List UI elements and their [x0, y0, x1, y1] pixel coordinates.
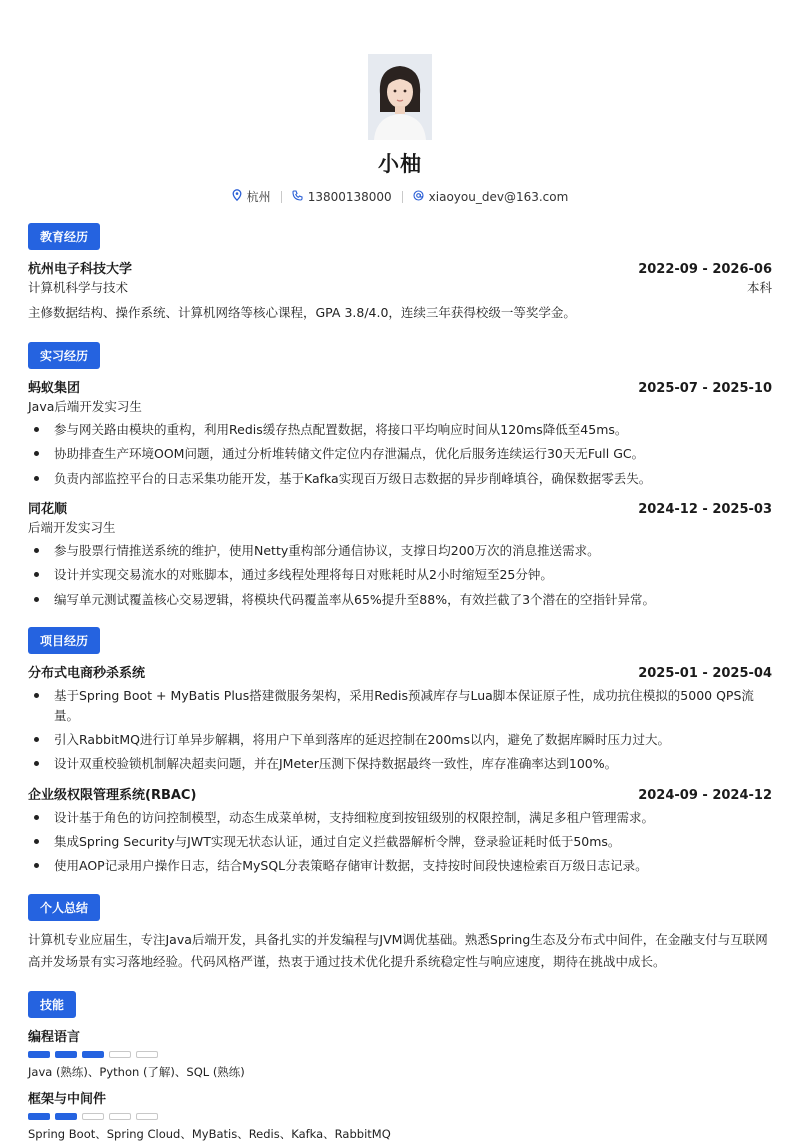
list-item: 编写单元测试覆盖核心交易逻辑，将模块代码覆盖率从65%提升至88%，有效拦截了3个潜在的空指针异常。 — [28, 590, 772, 609]
list-item: 引入RabbitMQ进行订单异步解耦，将用户下单到落库的延迟控制在200ms以内，避免了数据库瞬时压力过大。 — [28, 730, 772, 749]
internship-entry — [28, 498, 772, 609]
list-item: 设计并实现交易流水的对账脚本，通过多线程处理将每日对账耗时从2小时缩短至25分钟。 — [28, 565, 772, 584]
skill-group — [28, 1026, 772, 1080]
section-internship-heading: 实习经历 — [28, 342, 100, 369]
contact-email — [403, 190, 579, 204]
education-description: 主修数据结构、操作系统、计算机网络等核心课程，GPA 3.8/4.0，连续三年获得校级一等奖学金。 — [28, 305, 576, 320]
internship-header-row — [28, 498, 772, 517]
skill-level-bars — [28, 1113, 772, 1120]
skill-bar-empty — [82, 1113, 104, 1120]
skill-bar-filled — [28, 1051, 50, 1058]
contact-phone — [282, 190, 402, 204]
list-item: 协助排查生产环境OOM问题，通过分析堆转储文件定位内存泄漏点，优化后服务连续运行30天无Full GC。 — [28, 444, 772, 463]
skill-bar-filled — [55, 1113, 77, 1120]
contact-city — [222, 188, 281, 205]
internship-date: 2024-12 - 2025-03 — [638, 502, 772, 517]
project-header-row — [28, 784, 772, 803]
section-education-heading: 教育经历 — [28, 223, 100, 250]
internship-bullets — [28, 420, 772, 488]
project-name: 分布式电商秒杀系统 — [28, 666, 146, 682]
internship-role: 后端开发实习生 — [28, 520, 116, 535]
company-name: 同花顺 — [28, 502, 68, 517]
education-header-row — [28, 258, 772, 277]
skill-description: Spring Boot、Spring Cloud、MyBatis、Redis、Kafka、RabbitMQ — [28, 1126, 391, 1141]
phone-icon — [292, 190, 303, 204]
internship-bullets — [28, 541, 772, 609]
internship-date: 2025-07 - 2025-10 — [638, 380, 772, 396]
skill-bar-empty — [109, 1113, 131, 1120]
list-item: 参与网关路由模块的重构，利用Redis缓存热点配置数据，将接口平均响应时间从120ms降低至45ms。 — [28, 420, 772, 439]
school-name: 杭州电子科技大学 — [28, 262, 133, 277]
internship-entry — [28, 377, 772, 488]
skill-bar-empty — [136, 1051, 158, 1058]
company-name: 蚂蚁集团 — [28, 380, 81, 396]
skill-bar-empty — [136, 1113, 158, 1120]
section-projects-heading: 项目经历 — [28, 627, 100, 654]
degree: 本科 — [746, 280, 772, 295]
at-sign-icon — [413, 190, 424, 204]
list-item: 参与股票行情推送系统的维护，使用Netty重构部分通信协议，支撑日均200万次的消息推送需求。 — [28, 541, 772, 560]
skill-bar-filled — [28, 1113, 50, 1120]
skill-description: Java (熟练)、Python (了解)、SQL (熟练) — [28, 1064, 245, 1079]
internship-role: Java后端开发实习生 — [28, 398, 142, 414]
project-entry — [28, 784, 772, 876]
list-item: 集成Spring Security与JWT实现无状态认证，通过自定义拦截器解析令牌，登录验证耗时低于50ms。 — [28, 832, 772, 851]
section-summary-heading: 个人总结 — [28, 894, 100, 921]
internship-header-row — [28, 377, 772, 396]
project-name: 企业级权限管理系统(RBAC) — [28, 787, 197, 803]
contact-bar — [28, 188, 772, 205]
list-item: 负责内部监控平台的日志采集功能开发，基于Kafka实现百万级日志数据的异步削峰填谷，确保数据零丢失。 — [28, 469, 772, 488]
candidate-name: 小柚 — [378, 152, 422, 176]
summary-text: 计算机专业应届生，专注Java后端开发，具备扎实的并发编程与JVM调优基础。熟悉Spring生态及分布式中间件，在金融支付与互联网高并发场景有实习落地经验。代码风格严谨，热衷于通过技术优化提升系统稳定性与响应速度，期待在挑战中成长。 — [28, 931, 768, 969]
skill-title: 编程语言 — [28, 1029, 81, 1045]
project-date: 2024-09 - 2024-12 — [638, 787, 772, 803]
project-date: 2025-01 - 2025-04 — [638, 666, 772, 682]
education-entry — [28, 258, 772, 324]
section-skills-heading: 技能 — [28, 991, 76, 1018]
skill-group — [28, 1088, 772, 1142]
list-item: 设计基于角色的访问控制模型，动态生成菜单树，支持细粒度到按钮级别的权限控制，满足多租户管理需求。 — [28, 808, 772, 827]
resume-header — [28, 0, 772, 205]
skill-title: 框架与中间件 — [28, 1091, 107, 1107]
education-sub-row — [28, 277, 772, 296]
list-item: 使用AOP记录用户操作日志，结合MySQL分表策略存储审计数据，支持按时间段快速检索百万级日志记录。 — [28, 856, 772, 875]
skill-bar-empty — [109, 1051, 131, 1058]
profile-photo — [368, 54, 432, 140]
skill-bar-filled — [55, 1051, 77, 1058]
phone-text: 13800138000 — [307, 189, 392, 204]
location-pin-icon — [232, 189, 242, 204]
skill-level-bars — [28, 1051, 772, 1058]
list-item: 设计双重校验锁机制解决超卖问题，并在JMeter压测下保持数据最终一致性，库存准确率达到100%。 — [28, 754, 772, 773]
skill-bar-filled — [82, 1051, 104, 1058]
email-text: xiaoyou_dev@163.com — [428, 189, 569, 204]
project-bullets — [28, 686, 772, 774]
list-item: 基于Spring Boot + MyBatis Plus搭建微服务架构，采用Redis预减库存与Lua脚本保证原子性，成功抗住模拟的5000 QPS流量。 — [28, 686, 772, 725]
education-date: 2022-09 - 2026-06 — [638, 262, 772, 277]
project-header-row — [28, 662, 772, 681]
project-entry — [28, 662, 772, 774]
major: 计算机科学与技术 — [28, 280, 129, 295]
city-text: 杭州 — [246, 190, 271, 204]
project-bullets — [28, 808, 772, 876]
